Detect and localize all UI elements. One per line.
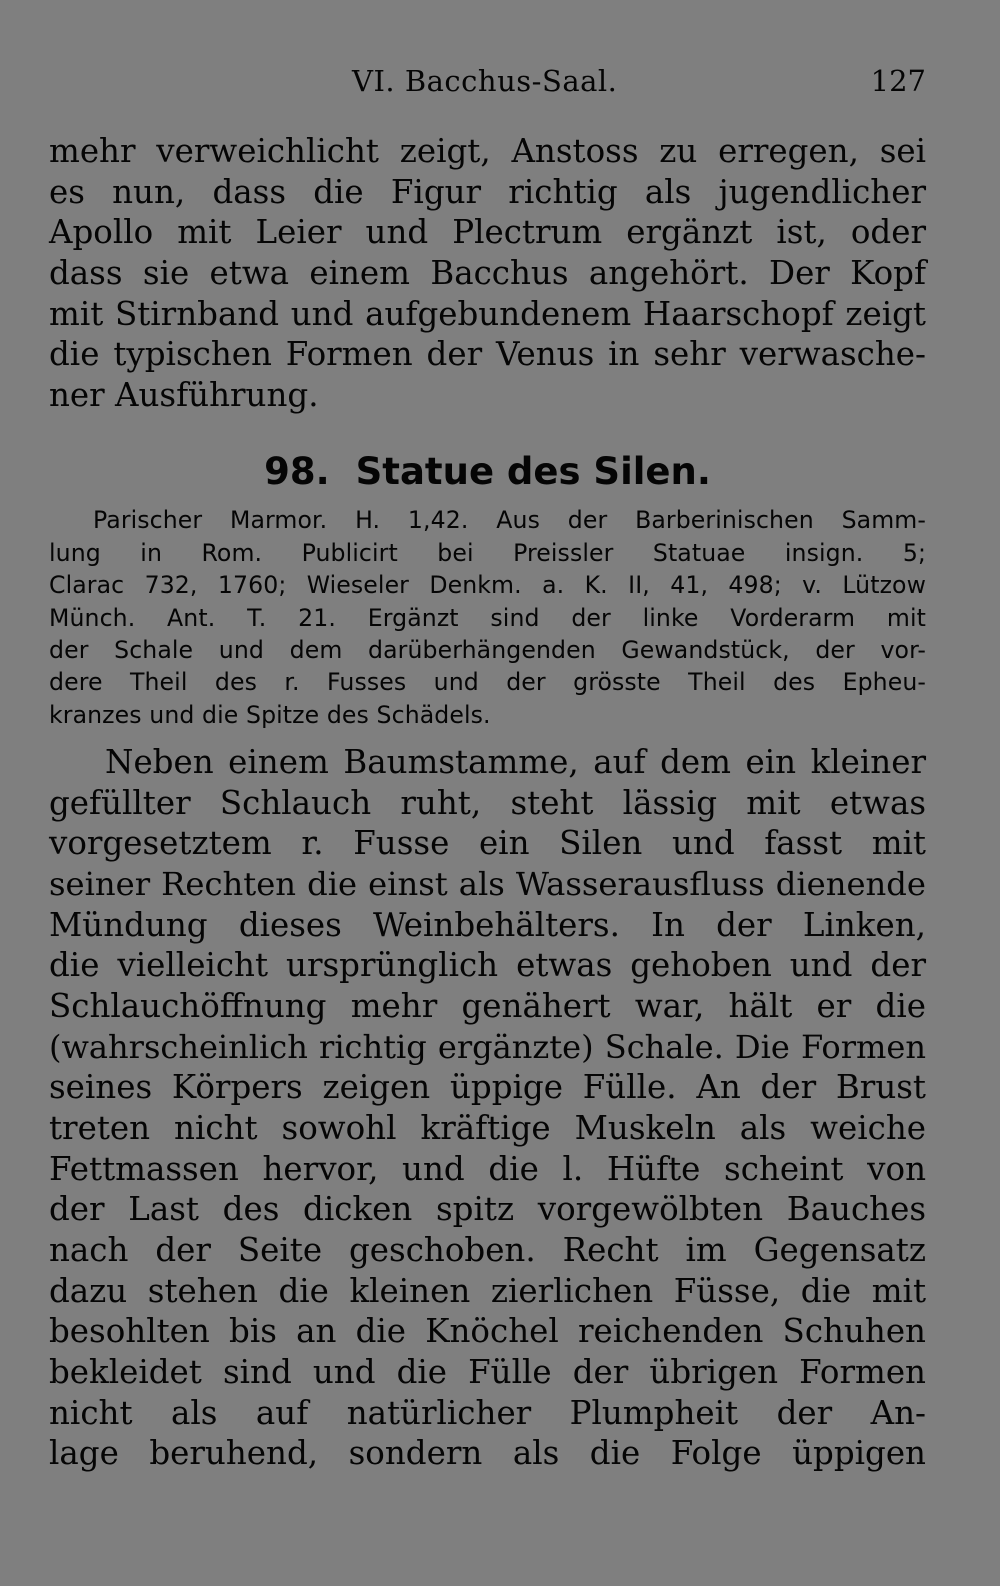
text-line: vorgesetztem r. Fusse ein Silen und fasst mit: [49, 824, 926, 862]
text-line: seiner Rechten die einst als Wasserausfluss dienende: [49, 865, 926, 903]
text-line: es nun, dass die Figur richtig als jugendlicher: [49, 173, 926, 211]
text-line: ner Ausführung.: [49, 376, 319, 414]
description-line: dere Theil des r. Fusses und der grösste Theil des Epheu-: [49, 668, 926, 696]
text-line: dazu stehen die kleinen zierlichen Füsse, die mit: [49, 1272, 926, 1310]
text-line: die typischen Formen der Venus in sehr verwasche-: [49, 335, 926, 373]
text-line: nach der Seite geschoben. Recht im Gegensatz: [49, 1231, 926, 1269]
text-line: Schlauchöffnung mehr genähert war, hält er die: [49, 987, 926, 1025]
text-line: Apollo mit Leier und Plectrum ergänzt ist, oder: [49, 213, 926, 251]
description-line: Parischer Marmor. H. 1,42. Aus der Barberinischen Samm-: [93, 506, 926, 534]
text-line: die vielleicht ursprünglich etwas gehoben und der: [49, 946, 926, 984]
text-line: (wahrscheinlich richtig ergänzte) Schale. Die Formen: [49, 1028, 926, 1066]
text-line: besohlten bis an die Knöchel reichenden Schuhen: [49, 1312, 926, 1350]
description-line: lung in Rom. Publicirt bei Preissler Statuae insign. 5;: [49, 539, 926, 567]
text-line: der Last des dicken spitz vorgewölbten Bauches: [49, 1190, 926, 1228]
text-line: mehr verweichlicht zeigt, Anstoss zu erregen, sei: [49, 132, 926, 170]
description-line: der Schale und dem darüberhängenden Gewandstück, der vor-: [49, 636, 926, 664]
text-line: treten nicht sowohl kräftige Muskeln als weiche: [49, 1109, 926, 1147]
text-line: lage beruhend, sondern als die Folge üppigen: [49, 1434, 926, 1472]
text-line: bekleidet sind und die Fülle der übrigen Formen: [49, 1353, 926, 1391]
description-line: Münch. Ant. T. 21. Ergänzt sind der linke Vorderarm mit: [49, 604, 926, 632]
text-line: seines Körpers zeigen üppige Fülle. An der Brust: [49, 1068, 926, 1106]
text-line: mit Stirnband und aufgebundenem Haarschopf zeigt: [49, 295, 926, 333]
section-title: Statue des Silen.: [355, 450, 711, 493]
text-line: Mündung dieses Weinbehälters. In der Linken,: [49, 906, 926, 944]
section-heading: [49, 448, 926, 496]
running-header: [49, 64, 926, 100]
description-line: Clarac 732, 1760; Wieseler Denkm. a. K. II, 41, 498; v. Lützow: [49, 571, 926, 599]
text-line: Neben einem Baumstamme, auf dem ein kleiner: [105, 743, 926, 781]
text-line: dass sie etwa einem Bacchus angehört. Der Kopf: [49, 254, 926, 292]
section-number: 98.: [264, 450, 330, 493]
chapter-title: VI. Bacchus-Saal.: [352, 64, 618, 98]
page-number: 127: [870, 64, 926, 98]
text-line: nicht als auf natürlicher Plumpheit der An-: [49, 1394, 926, 1432]
text-line: gefüllter Schlauch ruht, steht lässig mit etwas: [49, 784, 926, 822]
description-line: kranzes und die Spitze des Schädels.: [49, 701, 491, 729]
text-line: Fettmassen hervor, und die l. Hüfte scheint von: [49, 1150, 926, 1188]
